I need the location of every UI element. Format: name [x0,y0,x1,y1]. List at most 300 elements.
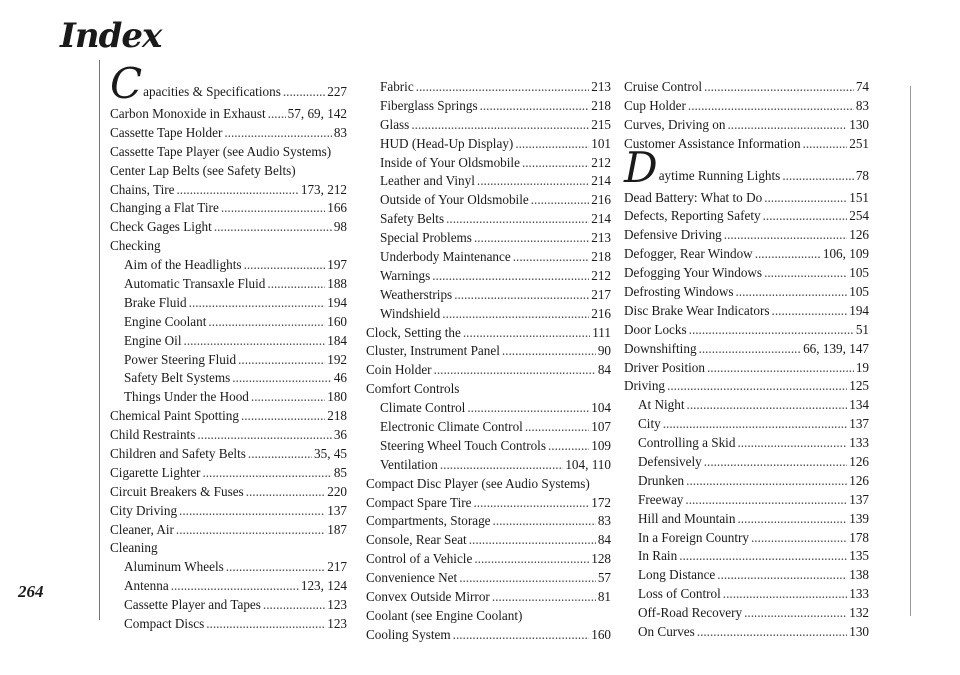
leader-dots [685,491,847,510]
entry-label: Things Under the Hood [124,389,249,405]
entry-page: 212 [591,267,611,283]
leader-dots [197,426,331,445]
leader-dots [689,321,854,340]
entry-label: Special Problems [380,230,472,246]
index-entry [366,229,611,248]
page-title: Index [60,16,162,56]
leader-dots [764,264,847,283]
index-entry [110,521,347,540]
index-entry [110,502,347,521]
leader-dots [763,207,848,226]
entry-page: 84 [597,532,611,548]
entry-page: 19 [855,359,869,375]
entry-page: 128 [591,551,611,567]
entry-label: Curves, Driving on [624,116,726,132]
leader-dots [179,502,325,521]
leader-dots [531,191,589,210]
index-entry [110,294,347,313]
entry-label: Glass [380,116,410,132]
entry-label: Aim of the Headlights [124,257,242,273]
entry-page: 251 [849,135,869,151]
leader-dots [454,286,589,305]
entry-label: Control of a Vehicle [366,551,473,567]
index-entry [366,569,611,588]
entry-label: Freeway [638,491,684,507]
index-entry [366,172,611,191]
entry-page: 57 [597,570,611,586]
entry-label: Check Gages Light [110,219,212,235]
index-entry [110,615,347,634]
leader-dots [432,267,589,286]
index-entry [110,407,347,426]
entry-label: Drunken [638,472,685,488]
entry-page: 98 [333,219,347,235]
leader-dots [206,615,325,634]
entry-page: 106, 109 [822,246,869,262]
leader-dots [411,116,589,135]
leader-dots [727,116,847,135]
index-entry [366,494,611,513]
leader-dots [474,229,589,248]
entry-label: Compact Discs [124,616,205,632]
leader-dots [232,369,332,388]
entry-label: Children and Safety Belts [110,446,246,462]
entry-label: Outside of Your Oldsmobile [380,192,529,208]
index-entry [110,558,347,577]
index-column-2 [366,78,611,645]
index-entry [624,302,869,321]
entry-page: 215 [591,116,611,132]
leader-dots [268,105,286,124]
entry-page: 109 [591,437,611,453]
entry-page: 132 [849,605,869,621]
entry-label: City Driving [110,502,178,518]
entry-page: 123 [327,616,347,632]
index-entry [366,361,611,380]
entry-page: 85 [333,464,347,480]
index-entry [624,377,869,396]
entry-label: City [638,416,661,432]
entry-page: 213 [591,79,611,94]
entry-label: Climate Control [380,400,466,416]
entry-page: 138 [849,567,869,583]
leader-dots [477,172,589,191]
entry-label: Cigarette Lighter [110,464,201,480]
leader-dots [189,294,326,313]
index-entry [110,577,347,596]
page-number: 264 [18,582,44,601]
leader-dots [463,324,590,343]
leader-dots [214,218,332,237]
index-entry [366,531,611,550]
leader-dots [515,135,589,154]
entry-page: 133 [849,586,869,602]
entry-page: 126 [849,472,869,488]
entry-page: 84 [597,362,611,378]
index-entry [110,237,347,256]
index-entry [366,305,611,324]
entry-label: Long Distance [638,567,716,583]
index-entry [624,510,869,529]
entry-page: 194 [327,294,347,310]
entry-page: 139 [849,510,869,526]
index-entry [624,359,869,378]
leader-dots [459,569,596,588]
entry-page: 218 [591,97,611,113]
leader-dots [493,512,596,531]
leader-dots [248,445,312,464]
entry-page: 184 [327,332,347,348]
entry-label: Chemical Paint Spotting [110,408,239,424]
index-entry [110,105,347,124]
index-entry [624,434,869,453]
entry-label: Off-Road Recovery [638,605,743,621]
entry-label: Cooling System [366,626,451,642]
entry-page: 135 [849,548,869,564]
index-entry [366,588,611,607]
entry-page: 172 [591,494,611,510]
entry-label: Cassette Tape Holder [110,124,223,140]
entry-label: Driver Position [624,359,705,375]
index-entry [366,456,611,475]
index-entry [110,426,347,445]
index-column-3 [624,78,869,642]
entry-label: Underbody Maintenance [380,249,511,265]
index-entry [110,596,347,615]
entry-page: 74 [855,79,869,94]
leader-dots [686,472,847,491]
index-entry [110,388,347,407]
entry-page: 166 [327,200,347,216]
index-entry [110,124,347,143]
entry-label: aytime Running Lights [658,167,781,183]
leader-dots [467,399,589,418]
entry-page: 216 [591,192,611,208]
entry-label: Cleaning [110,540,158,556]
index-entry [624,78,869,97]
entry-page: 137 [327,502,347,518]
leader-dots [667,377,847,396]
entry-page: 192 [327,351,347,367]
entry-label: In Rain [638,548,678,564]
entry-label: Steering Wheel Touch Controls [380,437,546,453]
entry-page: 35, 45 [314,446,347,462]
index-entry [110,59,347,108]
entry-label: Cleaner, Air [110,521,174,537]
entry-label: Aluminum Wheels [124,559,224,575]
index-entry [366,286,611,305]
entry-label: Hill and Mountain [638,510,736,526]
index-entry [624,547,869,566]
entry-page: 83 [597,513,611,529]
entry-page: 194 [849,302,869,318]
entry-page: 227 [327,84,347,99]
leader-dots [241,407,325,426]
entry-page: 254 [849,208,869,224]
entry-page: 218 [591,249,611,265]
entry-page: 66, 139, 147 [803,340,869,356]
leader-dots [480,97,590,116]
index-entry [110,445,347,464]
index-entry [110,539,347,558]
leader-dots [679,547,847,566]
entry-page: 125 [849,378,869,394]
leader-dots [469,531,596,550]
entry-label: Fiberglass Springs [380,97,478,113]
index-entry [366,380,611,399]
entry-page: 180 [327,389,347,405]
entry-label: Engine Oil [124,332,182,348]
index-entry [366,437,611,456]
entry-label: Downshifting [624,340,697,356]
entry-label: Compact Spare Tire [366,494,472,510]
leader-dots [263,596,325,615]
entry-label: Loss of Control [638,586,721,602]
leader-dots [238,351,325,370]
entry-page: 216 [591,305,611,321]
entry-page: 133 [849,435,869,451]
entry-page: 78 [855,167,869,183]
index-entry [110,218,347,237]
entry-label: Cluster, Instrument Panel [366,343,500,359]
entry-label: Checking [110,238,161,254]
entry-label: Console, Rear Seat [366,532,467,548]
entry-label: Cassette Player and Tapes [124,597,261,613]
leader-dots [446,210,589,229]
entry-label: Comfort Controls [366,381,460,397]
index-entry [366,78,611,97]
index-entry [624,472,869,491]
leader-dots [267,275,325,294]
index-entry [366,154,611,173]
index-entry [624,321,869,340]
entry-label: Defogger, Rear Window [624,246,753,262]
leader-dots [803,135,848,154]
entry-label: Leather and Vinyl [380,173,475,189]
leader-dots [442,305,589,324]
leader-dots [177,181,299,200]
leader-dots [474,550,589,569]
entry-label: Engine Coolant [124,313,207,329]
leader-dots [704,453,848,472]
leader-dots [434,361,596,380]
entry-page: 51 [855,321,869,337]
leader-dots [688,97,854,116]
entry-page: 126 [849,227,869,243]
right-rule [910,86,911,616]
leader-dots [717,566,847,585]
index-entry [624,283,869,302]
entry-label: Changing a Flat Tire [110,200,219,216]
leader-dots [687,396,848,415]
leader-dots [735,283,847,302]
entry-label: Brake Fluid [124,294,187,310]
index-entry [366,248,611,267]
entry-page: 137 [849,491,869,507]
entry-label: Automatic Transaxle Fluid [124,276,266,292]
index-entry [366,342,611,361]
entry-page: 214 [591,173,611,189]
index-entry [110,351,347,370]
entry-label: Inside of Your Oldsmobile [380,154,520,170]
entry-page: 130 [849,624,869,640]
leader-dots [782,162,854,189]
entry-label: Compartments, Storage [366,513,491,529]
leader-dots [697,623,847,642]
index-entry [110,464,347,483]
leader-dots [704,78,854,97]
index-entry [366,191,611,210]
index-entry [366,324,611,343]
entry-page: 220 [327,483,347,499]
entry-page: 123, 124 [300,578,347,594]
index-entry [366,418,611,437]
leader-dots [707,359,854,378]
leader-dots [737,510,847,529]
entry-page: 83 [333,124,347,140]
index-entry [110,332,347,351]
entry-page: 57, 69, 142 [287,106,347,121]
leader-dots [440,456,563,475]
leader-dots [744,604,847,623]
index-entry [366,210,611,229]
entry-label: Customer Assistance Information [624,135,801,151]
leader-dots [723,585,847,604]
leader-dots [244,256,326,275]
entry-page: 213 [591,230,611,246]
entry-label: Ventilation [380,456,438,472]
entry-label: Defensive Driving [624,227,722,243]
entry-page: 107 [591,419,611,435]
index-entry [366,512,611,531]
entry-page: 212 [591,154,611,170]
index-entry [110,143,347,162]
index-entry [624,189,869,208]
entry-page: 160 [591,626,611,642]
index-entry [624,585,869,604]
entry-label: Warnings [380,267,431,283]
index-entry [110,256,347,275]
leader-dots [171,577,299,596]
index-entry [366,550,611,569]
entry-label: Cup Holder [624,97,686,113]
index-entry [624,264,869,283]
entry-page: 130 [849,116,869,132]
leader-dots [751,529,847,548]
entry-label: Antenna [124,578,169,594]
entry-label: Driving [624,378,666,394]
index-column-1 [110,59,347,634]
entry-label: Center Lap Belts (see Safety Belts) [110,162,296,178]
entry-page: 187 [327,521,347,537]
index-entry [624,116,869,135]
leader-dots [224,124,331,143]
leader-dots [663,415,848,434]
entry-label: Defrosting Windows [624,284,734,300]
entry-page: 178 [849,529,869,545]
leader-dots [525,418,589,437]
leader-dots [226,558,325,577]
leader-dots [724,226,847,245]
leader-dots [202,464,331,483]
index-entry [366,399,611,418]
index-entry [624,604,869,623]
index-entry [624,566,869,585]
entry-label: Clock, Setting the [366,324,461,340]
entry-label: Cruise Control [624,79,703,94]
entry-label: Disc Brake Wear Indicators [624,302,770,318]
entry-label: In a Foreign Country [638,529,749,545]
leader-dots [737,434,847,453]
entry-label: Carbon Monoxide in Exhaust [110,106,266,121]
leader-dots [416,78,590,97]
index-entry [110,313,347,332]
entry-label: Fabric [380,79,414,94]
index-entry [624,491,869,510]
entry-page: 101 [591,135,611,151]
entry-page: 123 [327,597,347,613]
entry-page: 36 [333,427,347,443]
index-entry [110,199,347,218]
section-initial: C [110,59,143,108]
entry-label: Convenience Net [366,570,458,586]
entry-page: 104, 110 [565,456,611,472]
entry-label: Power Steering Fluid [124,351,237,367]
entry-page: 214 [591,211,611,227]
index-entry [624,415,869,434]
index-entry [624,340,869,359]
entry-page: 105 [849,265,869,281]
leader-dots [699,340,802,359]
index-entry [110,181,347,200]
entry-page: 188 [327,276,347,292]
entry-label: Safety Belt Systems [124,370,231,386]
index-entry [624,623,869,642]
leader-dots [176,521,325,540]
entry-page: 90 [597,343,611,359]
index-entry [624,226,869,245]
entry-page: 173, 212 [300,181,347,197]
entry-page: 46 [333,370,347,386]
entry-label: Child Restraints [110,427,196,443]
margin-rule [99,60,100,620]
index-entry [110,483,347,502]
leader-dots [208,313,325,332]
leader-dots [474,494,590,513]
entry-page: 218 [327,408,347,424]
entry-label: Coolant (see Engine Coolant) [366,607,523,623]
leader-dots [221,199,325,218]
leader-dots [548,437,589,456]
leader-dots [283,78,325,105]
entry-label: Dead Battery: What to Do [624,189,763,205]
entry-page: 217 [327,559,347,575]
entry-label: At Night [638,397,685,413]
entry-label: Convex Outside Mirror [366,589,490,605]
index-entry [366,97,611,116]
index-entry [624,396,869,415]
entry-label: Chains, Tire [110,181,175,197]
entry-label: Circuit Breakers & Fuses [110,483,244,499]
entry-page: 134 [849,397,869,413]
entry-label: Electronic Climate Control [380,419,523,435]
entry-label: HUD (Head-Up Display) [380,135,514,151]
entry-page: 81 [597,589,611,605]
entry-page: 105 [849,284,869,300]
entry-label: Defogging Your Windows [624,265,763,281]
index-entry [624,245,869,264]
leader-dots [453,626,590,645]
